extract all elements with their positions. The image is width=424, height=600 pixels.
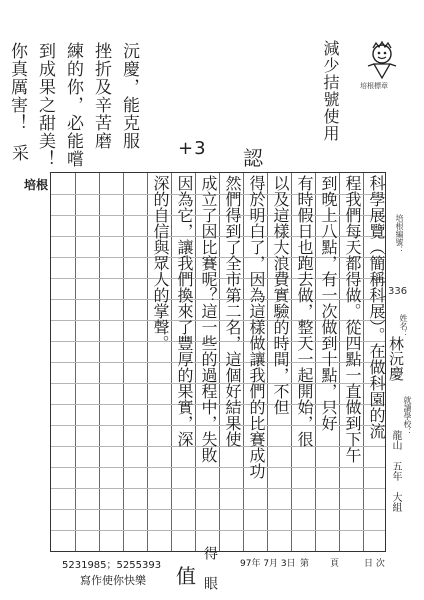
essay-column-1: 科學展覽（簡稱科展）。在做科園的流 (367, 175, 386, 439)
page-label: 第 (300, 559, 310, 569)
logo (362, 40, 402, 80)
essay-column-5: 以及這樣大浪費實驗的時間，不但 (271, 175, 290, 415)
comment-signature: 采 (12, 144, 30, 164)
logo-caption: 培根標章 (360, 82, 388, 90)
school-value: 龍山 五年 大組 (390, 430, 401, 512)
name-value: 林沅慶 (387, 336, 405, 381)
essay-column-7: 然們得到了全市第二名，這個好結果使 (223, 175, 242, 447)
date-label: 日 次 (364, 559, 385, 569)
essay-grid (50, 172, 386, 552)
comment-line-5: 你真厲害！ (7, 42, 27, 132)
essay-column-3: 到晚上八點，有一次做到十點，只好 (319, 175, 338, 431)
stamp-mascot-icon (362, 40, 402, 80)
score-mark: +3 (178, 138, 207, 159)
essay-column-8: 成立了因比賽呢？這一些的過程中，失敗 (199, 175, 218, 463)
code-label: 培根編號： (395, 214, 404, 254)
date-value: 97年 7月 3日 (240, 559, 296, 569)
essay-column-9: 因為它，讓我們換來了豐厚的果實，深 (175, 175, 194, 447)
comment-title: 減少拮號使用 (321, 40, 340, 142)
comment-line-1: 沅慶，能克服 (119, 42, 139, 150)
school-label: 就讀學校： (403, 396, 412, 436)
code-value: 336 (388, 286, 408, 297)
footer-phone: 5231985；5255393 (62, 560, 162, 571)
comment-line-3: 練的你，必能嚐 (63, 42, 83, 168)
footer-value-mark: 得 眼 (202, 546, 218, 590)
name-label: 姓名： (399, 314, 408, 338)
peigen-label: 培根 (24, 178, 49, 192)
comment-line-2: 挫折及辛苦磨 (91, 42, 111, 150)
essay-column-6: 得於明白了，因為這樣做讓我們的比賽成功 (247, 175, 266, 479)
page-suffix: 頁 (330, 559, 340, 569)
footer-slogan: 寫作使你快樂 (80, 574, 146, 587)
footer-value: 值 (176, 564, 196, 588)
essay-column-4: 有時假日也跑去做，整天一起開始，很 (295, 175, 314, 447)
essay-column-2: 程我們每天都得做。從四點一直做到下午 (343, 175, 362, 463)
comment-line-4: 到成果之甜美！ (35, 42, 55, 168)
rating-mark: 認 (243, 146, 264, 170)
essay-column-10: 深的自信與眾人的掌聲。 (151, 175, 170, 351)
